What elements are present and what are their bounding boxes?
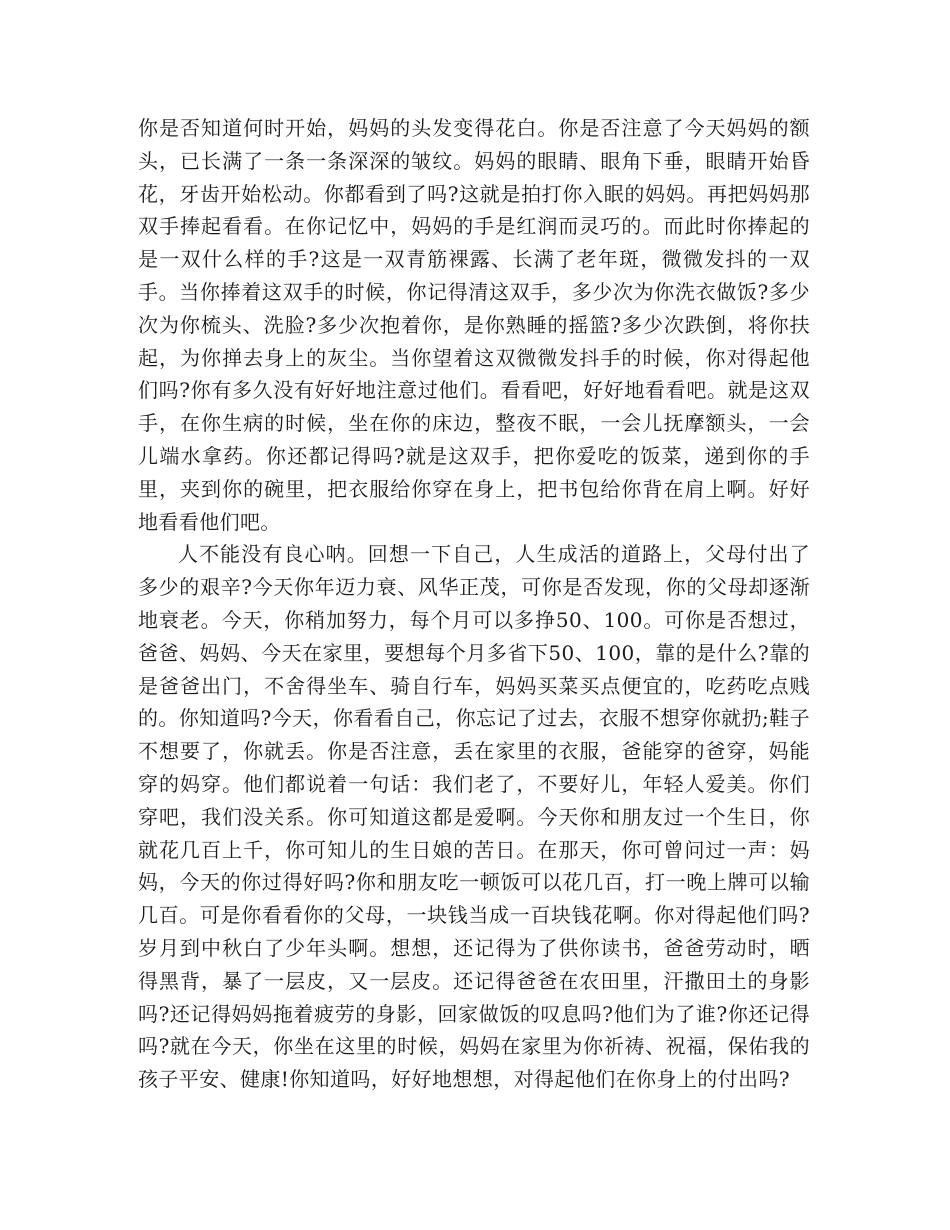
paragraph-1: 你是否知道何时开始，妈妈的头发变得花白。你是否注意了今天妈妈的额头，已长满了一条一条深深的皱纹。妈妈的眼睛、眼角下垂，眼睛开始昏花，牙齿开始松动。你都看到了吗?这就是拍打你入眠的妈妈。再把妈妈那双手捧起看看。在你记忆中，妈妈的手是红润而灵巧的。而此时你捧起的是一双什么样的手?这是一双青筋裸露、长满了老年斑，微微发抖的一双手。当你捧着这双手的时候，你记得清这双手，多少次为你洗衣做饭?多少次为你梳头、洗脸?多少次抱着你，是你熟睡的摇篮?多少次跌倒，将你扶起，为你掸去身上的灰尘。当你望着这双微微发抖手的时候，你对得起他们吗?你有多久没有好好地注意过他们。看看吧，好好地看看吧。就是这双手，在你生病的时候，坐在你的床边，整夜不眠，一会儿抚摩额头，一会儿端水拿药。你还都记得吗?就是这双手，把你爱吃的饭菜，递到你的手里，夹到你的碗里，把衣服给你穿在身上，把书包给你背在肩上啊。好好地看看他们吧。 xyxy=(138,116,810,534)
paragraph-2: 人不能没有良心呐。回想一下自己，人生成活的道路上，父母付出了多少的艰辛?今天你年迈力衰、风华正茂，可你是否发现，你的父母却逐渐地衰老。今天，你稍加努力，每个月可以多挣50、100。可你是否想过，爸爸、妈妈、今天在家里，要想每个月多省下50、100，靠的是什么?靠的是爸爸出门，不舍得坐车、骑自行车，妈妈买菜买点便宜的，吃药吃点贱的。你知道吗?今天，你看看自己，你忘记了过去，衣服不想穿你就扔;鞋子不想要了，你就丢。你是否注意，丢在家里的衣服，爸能穿的爸穿，妈能穿的妈穿。他们都说着一句话：我们老了，不要好儿，年轻人爱美。你们穿吧，我们没关系。你可知道这都是爱啊。今天你和朋友过一个生日，你就花几百上千，你可知儿的生日娘的苦日。在那天，你可曾问过一声：妈妈，今天的你过得好吗?你和朋友吃一顿饭可以花几百，打一晚上牌可以输几百。可是你看看你的父母，一块钱当成一百块钱花啊。你对得起他们吗? 岁月到中秋白了少年头啊。想想，还记得为了供你读书，爸爸劳动时，晒得黑背，暴了一层皮，又一层皮。还记得爸爸在农田里，汗撒田土的身影吗?还记得妈妈拖着疲劳的身影，回家做饭的叹息吗?他们为了谁?你还记得吗?就在今天，你坐在这里的时候，妈妈在家里为你祈祷、祝福，保佑我的孩子平安、健康!你知道吗，好好地想想，对得起他们在你身上的付出吗? xyxy=(138,542,810,1092)
document-body xyxy=(138,112,810,1096)
